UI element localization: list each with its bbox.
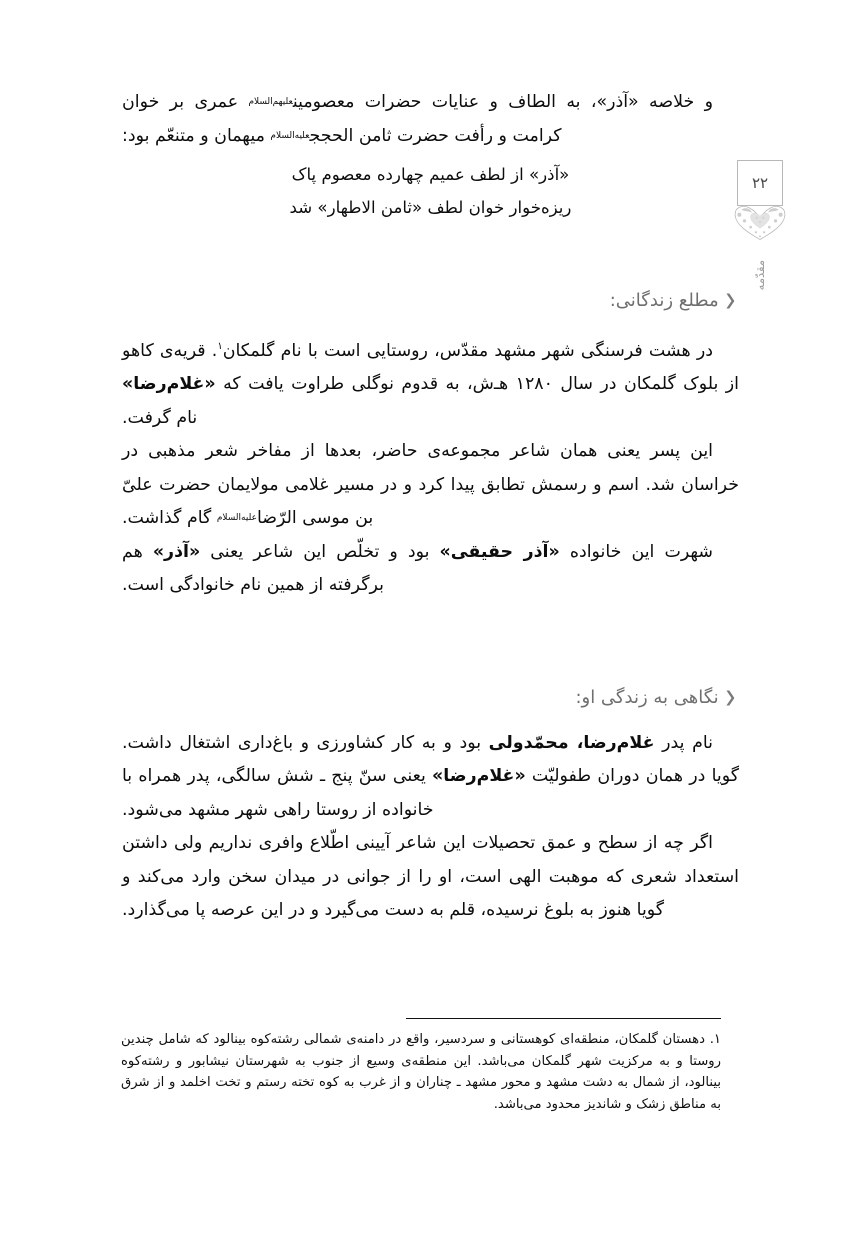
- paragraph-education-talent: اگر چه از سطح و عمق تحصیلات این شاعر آیینی اطّلاع وافری نداریم ولی داشتن استعداد شعری که موهبت الهی است، او را از جوانی در میدان سخن وارد می‌کند و گویا هنوز به بلوغ نرسیده، قلم به دست می‌گیرد و در این عرصه پا می‌گذارد.: [122, 833, 739, 921]
- opening-seg-3: میهمان و متنعّم بود:: [122, 125, 271, 146]
- paragraph-poet-identity: [122, 435, 739, 536]
- para4-seg-1: نام پدر: [654, 732, 713, 753]
- para2-tail: گام گذاشت.: [122, 508, 217, 529]
- honorific-peace-be-upon-him: علیه‌السلام: [270, 130, 310, 141]
- opening-paragraph: [122, 86, 739, 153]
- para1-bold-gholamreza: «غلام‌رضا»: [122, 374, 216, 395]
- opening-seg-2: عمری بر خوان کرامت و رأفت حضرت ثامن الحجج: [122, 92, 562, 146]
- spacer: [122, 316, 739, 330]
- section-heading-2-label: نگاهی به زندگی او:: [575, 686, 719, 708]
- para4-bold-father-name: غلام‌رضا، محمّدولی: [488, 732, 655, 753]
- spacer: [122, 603, 739, 653]
- para3-seg-1: شهرت این خانواده: [559, 541, 714, 562]
- footnote-area: [121, 1018, 721, 1115]
- arrow-left-icon: ❬: [722, 291, 740, 309]
- page-number-box: [737, 160, 783, 206]
- arrow-left-icon: ❬: [722, 687, 740, 706]
- paragraph-family-name: [122, 536, 739, 603]
- spacer: [122, 224, 739, 286]
- chapter-tab-label: مقدّمه: [753, 260, 767, 291]
- footnote-marker-1[interactable]: ۱: [217, 341, 223, 352]
- para1-seg-1: در هشت فرسنگی شهر مشهد مقدّس، روستایی است با نام گلمکان: [222, 340, 713, 361]
- para3-bold-azar: «آذر»: [152, 541, 201, 562]
- verse-line-1: «آذر» از لطف عمیم چهارده معصوم پاک: [291, 165, 570, 184]
- spacer: [122, 713, 739, 727]
- section-heading-life-beginning: [122, 286, 739, 316]
- para4-seg-2: بود و به کار کشاورزی و باغ‌داری اشتغال داشت. گویا در همان دوران طفولیّت: [122, 732, 739, 787]
- footnote-1: ۱. دهستان گلمکان، منطقه‌ای کوهستانی و سردسیر، واقع در دامنه‌ی شمالی رشته‌کوه بینالود که شامل چندین روستا و به مرکزیت شهر گلمکان می‌باشد. این منطقه‌ی وسیع از جنوب به شهرستان نیشابور و رشته‌کوه بینالود، از شمال به دشت مشهد و محور مشهد ـ چناران و از غرب به کوه تخته رستم و تخت اخلمد و از شرق به مناطق زشک و شاندیز محدود می‌باشد.: [121, 1032, 721, 1112]
- para4-seg-3: یعنی سنّ پنج ـ شش سالگی، پدر همراه با خانواده از روستا راهی شهر مشهد می‌شود.: [122, 766, 434, 820]
- honorific-peace-be-upon-them: علیهم‌السلام: [248, 97, 293, 107]
- para2-text: این پسر یعنی همان شاعر مجموعه‌ی حاضر، بعدها از مفاخر شعر مذهبی در خراسان شد. اسم و رسمش تطابق پیدا کرد و در مسیر غلامی مولایمان حضرت علیّ بن موسی الرّضا: [122, 441, 739, 529]
- spacer: [122, 653, 739, 683]
- opening-seg-1: و خلاصه «آذر»، به الطاف و عنایات حضرات معصومین: [292, 92, 714, 112]
- para4-bold-gholamreza: «غلام‌رضا»: [432, 766, 526, 787]
- para3-seg-2: بود و تخلّص این شاعر یعنی: [200, 541, 440, 562]
- para3-seg-3: هم برگرفته از همین نام خانوادگی است.: [122, 541, 384, 596]
- section-heading-1-label: مطلع زندگانی:: [609, 290, 719, 311]
- para1-seg-2: . قریه‌ی کاهو از بلوک گلمکان در سال ۱۲۸۰ هـ‌ش، به قدوم نوگلی طراوت یافت که: [122, 340, 739, 395]
- verse-block: [122, 158, 739, 224]
- page-number: ۲۲: [751, 174, 769, 192]
- para1-seg-3: نام گرفت.: [122, 407, 198, 428]
- honorific-peace-be-upon-him-2: علیه‌السلام: [216, 513, 257, 524]
- verse-line-2: ریزه‌خوار خوان لطف «ثامن الاطهار» شد: [289, 198, 572, 217]
- text-column: [122, 86, 739, 928]
- section-heading-a-look-at-his-life: [122, 683, 739, 713]
- paragraph-father: [122, 727, 739, 828]
- paragraph-birthplace: [122, 330, 739, 435]
- footnote-separator: [406, 1018, 721, 1019]
- para3-bold-azar-haghighi: «آذر حقیقی»: [439, 541, 560, 562]
